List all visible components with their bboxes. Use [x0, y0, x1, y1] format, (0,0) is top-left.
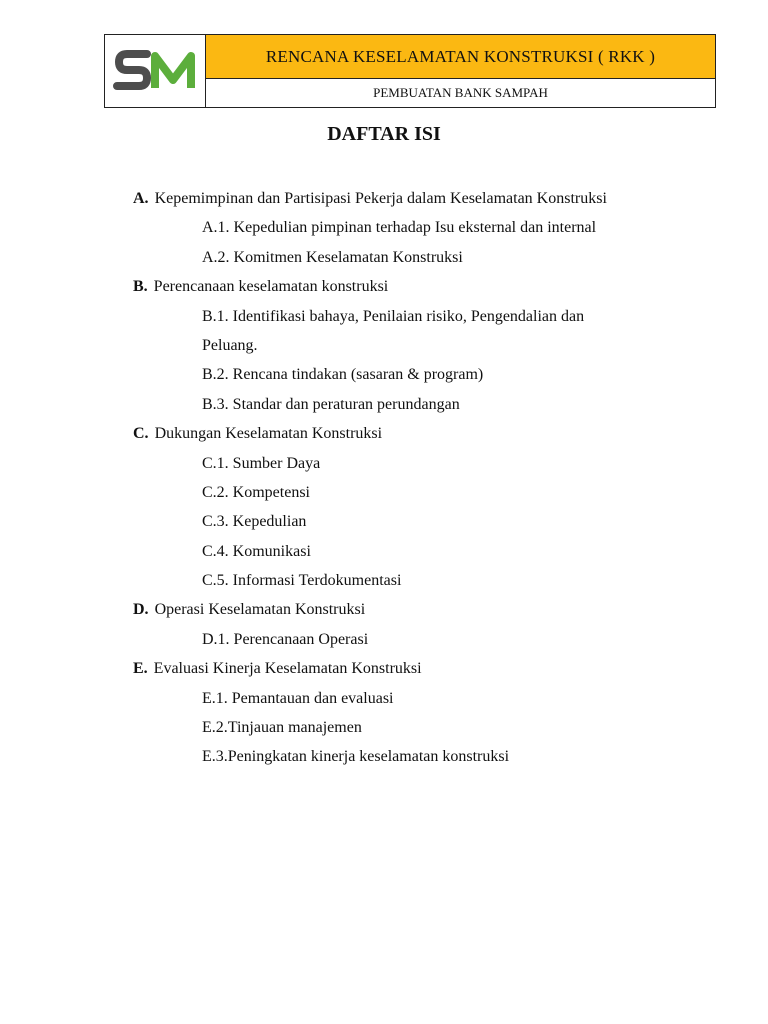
- header-title: RENCANA KESELAMATAN KONSTRUKSI ( RKK ): [206, 35, 715, 79]
- toc-entry-text: E.2.Tinjauan manajemen: [202, 719, 362, 737]
- toc-subsection: [133, 213, 733, 242]
- toc-subsection: [133, 625, 733, 654]
- toc-section: [133, 184, 733, 213]
- toc-section: [133, 654, 733, 683]
- toc-entry-text: C.3. Kepedulian: [202, 513, 307, 531]
- toc-entry-text: E.1. Pemantauan dan evaluasi: [202, 689, 394, 707]
- toc-entry-text: C.4. Komunikasi: [202, 542, 311, 560]
- toc-entry-text: B.1. Identifikasi bahaya, Penilaian risiko, Pengendalian dan: [202, 307, 585, 325]
- page-title: DAFTAR ISI: [327, 123, 441, 145]
- toc-entry-text: Perencanaan keselamatan konstruksi: [153, 278, 389, 296]
- toc-subsection: [133, 713, 733, 742]
- toc-section-letter: A.: [133, 190, 149, 207]
- toc-section-letter: D.: [133, 601, 149, 619]
- toc-entry-text: Evaluasi Kinerja Keselamatan Konstruksi: [153, 660, 422, 678]
- toc-entry-text: Peluang.: [202, 336, 258, 354]
- toc-entry-text: Kepemimpinan dan Partisipasi Pekerja dalam Keselamatan Konstruksi: [154, 190, 607, 207]
- toc-subsection: [133, 684, 733, 713]
- toc-entry-text: A.1. Kepedulian pimpinan terhadap Isu eksternal dan internal: [202, 219, 597, 237]
- header-subtitle: PEMBUATAN BANK SAMPAH: [373, 85, 548, 100]
- document-header: [104, 34, 716, 108]
- toc-section: [133, 419, 733, 448]
- toc-subsection: [133, 537, 733, 566]
- header-title-column: [206, 35, 715, 107]
- toc-subsection: [133, 449, 733, 478]
- logo-cell: [105, 35, 206, 107]
- toc-entry-text: Operasi Keselamatan Konstruksi: [154, 601, 366, 619]
- toc-subsection: [133, 478, 733, 507]
- company-logo: [113, 44, 197, 98]
- toc-section-letter: E.: [133, 660, 148, 678]
- toc-subsection: [133, 360, 733, 389]
- toc-subsection: [133, 390, 733, 419]
- table-of-contents: [133, 184, 733, 772]
- toc-section: [133, 595, 733, 624]
- toc-subsection: [133, 507, 733, 536]
- toc-section-letter: C.: [133, 425, 149, 443]
- toc-subsection: [133, 331, 733, 360]
- toc-section-letter: B.: [133, 278, 148, 296]
- toc-entry-text: B.2. Rencana tindakan (sasaran & program): [202, 366, 484, 384]
- toc-subsection: [133, 742, 733, 771]
- toc-entry-text: B.3. Standar dan peraturan perundangan: [202, 395, 460, 413]
- toc-entry-text: E.3.Peningkatan kinerja keselamatan konstruksi: [202, 748, 510, 766]
- toc-entry-text: Dukungan Keselamatan Konstruksi: [154, 425, 383, 443]
- toc-entry-text: C.2. Kompetensi: [202, 483, 310, 501]
- toc-entry-text: C.1. Sumber Daya: [202, 454, 321, 472]
- toc-subsection: [133, 243, 733, 272]
- toc-entry-text: C.5. Informasi Terdokumentasi: [202, 572, 402, 590]
- toc-subsection: [133, 302, 733, 331]
- toc-subsection: [133, 566, 733, 595]
- toc-entry-text: A.2. Komitmen Keselamatan Konstruksi: [202, 248, 463, 266]
- toc-entry-text: D.1. Perencanaan Operasi: [202, 630, 369, 648]
- toc-section: [133, 272, 733, 301]
